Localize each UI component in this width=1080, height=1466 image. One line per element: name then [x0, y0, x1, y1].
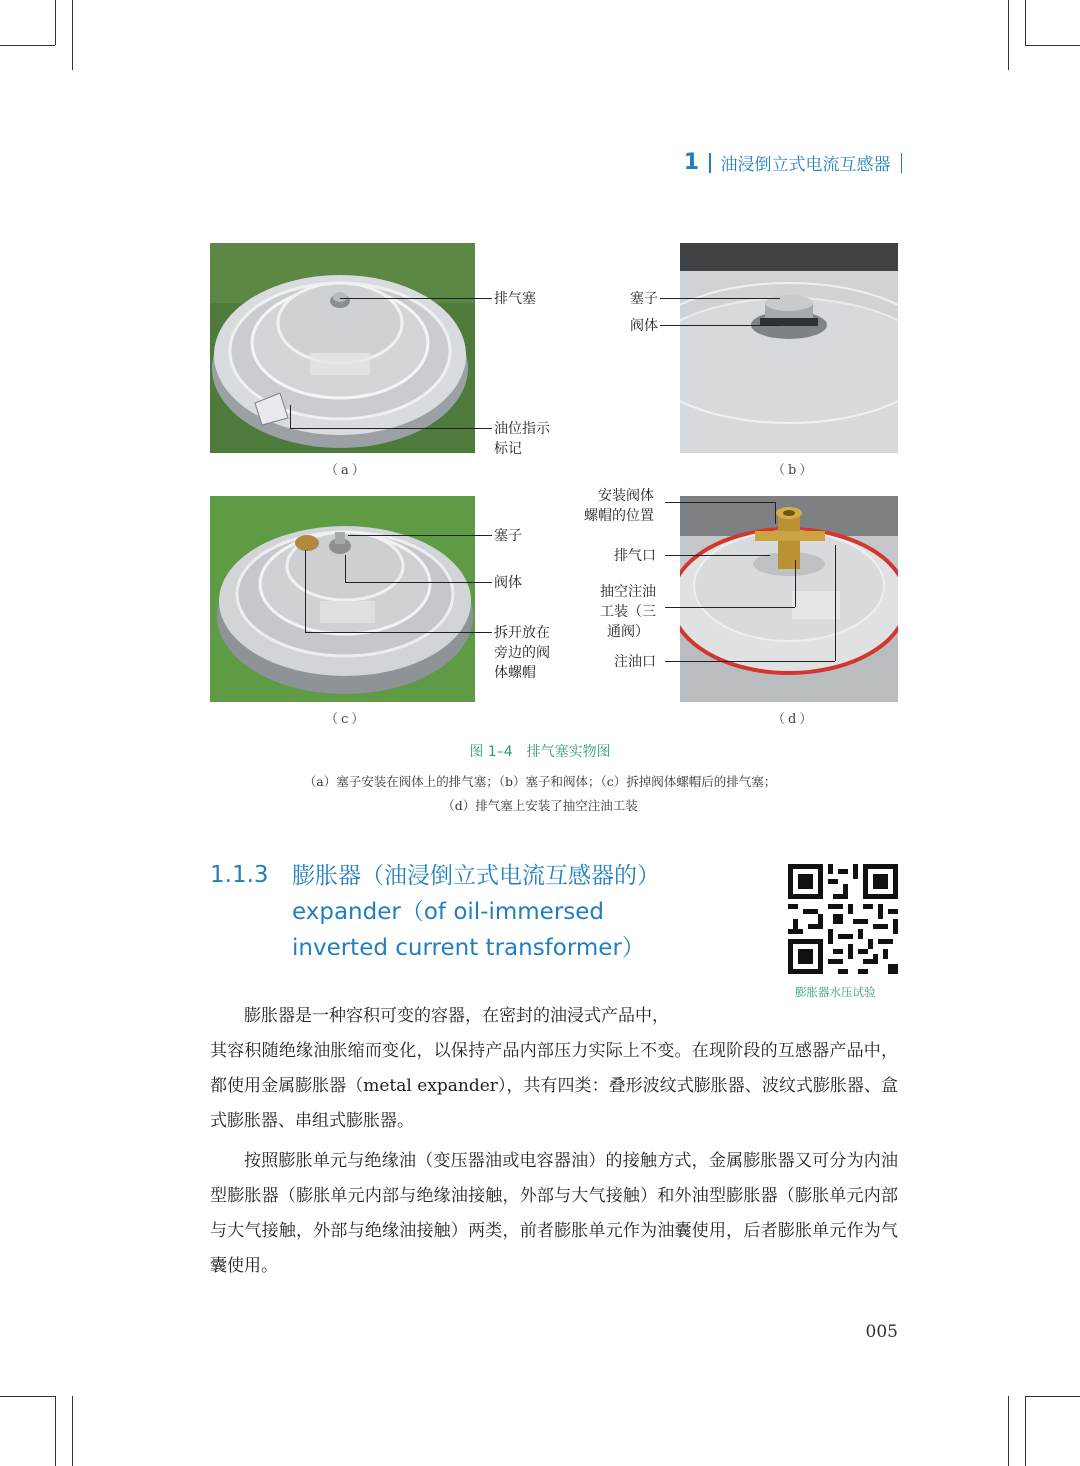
label-oil-level-mark: 油位指示 标记: [494, 421, 550, 457]
paragraph-2: 按照膨胀单元与绝缘油（变压器油或电容器油）的接触方式，金属膨胀器又可分为内油型膨胀器（膨胀单元内部与绝缘油接触，外部与大气接触）和外油型膨胀器（膨胀单元内部与大气接触，外部与绝缘油接触）两类，前者膨胀单元作为油囊使用，后者膨胀单元作为气囊使用。: [210, 1151, 898, 1276]
crop-mark: [1025, 45, 1080, 46]
label-vacuum-tool: 抽空注油 工装（三 通阀）: [600, 584, 656, 640]
label-valve-body: 阀体: [494, 575, 522, 591]
crop-mark: [72, 0, 73, 70]
section-title: inverted current transformer）: [292, 935, 645, 961]
leader-line: [835, 545, 836, 661]
leader-line: [290, 428, 492, 429]
crop-mark: [1025, 1396, 1026, 1466]
label-oil-inlet: 注油口: [614, 654, 656, 670]
crop-mark: [1025, 1396, 1080, 1397]
chapter-number: 1: [683, 150, 699, 175]
crop-mark: [1025, 0, 1026, 45]
photo-b: [680, 243, 898, 453]
photo-a: [210, 243, 475, 453]
label-valve-body: 阀体: [630, 318, 658, 334]
photo-d: [680, 496, 898, 702]
leader-line: [305, 632, 492, 633]
caption-b: （b）: [772, 463, 816, 478]
label-nut-position: 安装阀体 螺帽的位置: [584, 488, 654, 524]
leader-line: [345, 582, 492, 583]
figure-title: 图 1–4 排气塞实物图: [469, 744, 611, 760]
header-divider: [901, 153, 903, 173]
label-removed-nut: 拆开放在 旁边的阀 体螺帽: [494, 625, 550, 681]
label-exhaust-plug: 排气塞: [494, 291, 536, 307]
page-number: 005: [865, 1322, 898, 1342]
section-title: expander（of oil-immersed: [292, 899, 605, 925]
paragraph-1: 其容积随绝缘油胀缩而变化，以保持产品内部压力实际上不变。在现阶段的互感器产品中，都使用金属膨胀器（metal expander），共有四类：叠形波纹式膨胀器、波纹式膨胀器、盒式膨胀器、串组式膨胀器。: [210, 1041, 898, 1131]
leader-line: [345, 555, 346, 582]
caption-a: （a）: [325, 463, 368, 478]
leader-line: [665, 555, 770, 556]
leader-line: [348, 535, 492, 536]
photo-c: [210, 496, 475, 702]
figure-subtitle: （a）塞子安装在阀体上的排气塞；（b）塞子和阀体；（c）拆掉阀体螺帽后的排气塞；: [303, 774, 777, 789]
leader-line: [665, 502, 775, 503]
label-plug: 塞子: [494, 528, 522, 544]
qr-code[interactable]: [788, 864, 898, 974]
leader-line: [340, 298, 492, 299]
label-plug: 塞子: [630, 291, 658, 307]
crop-mark: [72, 1396, 73, 1466]
qr-caption: 膨胀器水压试验: [795, 985, 876, 999]
crop-mark: [0, 45, 55, 46]
figure-subtitle: （d）排气塞上安装了抽空注油工装: [442, 798, 638, 813]
caption-c: （c）: [325, 712, 368, 727]
leader-line: [290, 405, 291, 428]
crop-mark: [55, 0, 56, 45]
leader-line: [305, 550, 306, 632]
leader-line: [775, 502, 776, 524]
leader-line: [665, 661, 835, 662]
crop-mark: [0, 1396, 55, 1397]
leader-line: [660, 298, 780, 299]
label-exhaust-port: 排气口: [614, 548, 656, 564]
leader-line: [795, 560, 796, 607]
crop-mark: [55, 1396, 56, 1466]
crop-mark: [1008, 1396, 1009, 1466]
section-title: 膨胀器（油浸倒立式电流互感器的）: [292, 863, 660, 889]
paragraph-1-line-1: 膨胀器是一种容积可变的容器，在密封的油浸式产品中，: [244, 1006, 669, 1026]
leader-line: [665, 607, 795, 608]
running-header: [684, 150, 902, 175]
caption-d: （d）: [772, 712, 816, 727]
crop-mark: [1008, 0, 1009, 70]
leader-line: [660, 325, 780, 326]
chapter-title: 油浸倒立式电流互感器: [720, 155, 891, 175]
section-number: 1.1.3: [210, 862, 269, 888]
header-divider: [709, 153, 711, 173]
